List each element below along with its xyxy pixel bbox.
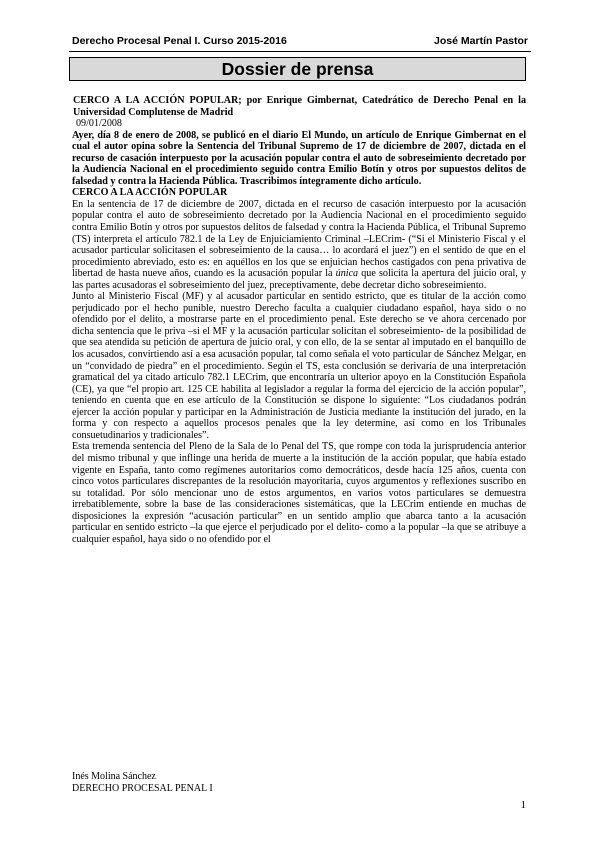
article-body [72,95,526,545]
page-number: 1 [520,799,526,811]
paragraph-3: Esta tremenda sentencia del Pleno de la Sala de lo Penal del TS, que rompe con toda la jurisprudencia anterior del mismo tribunal y que inflinge una herida de muerte a la institución de la acción popular, que había estado vigente en España, tanto como regímenes autoritarios como democráticos, desde hacía 125 años, cuenta con cinco votos particulares discrepantes de la resolución mayoritaria, cuyos argumentos y reflexiones suscribo en su totalidad. Por sólo mencionar uno de estos argumentos, en varios votos particulares se demuestra irrebatiblemente, sobre la base de las consideraciones sistemáticas, que la LECrim entiende en muchas de disposiciones la expresión “acusación particular” en un sentido amplio que abarca tanto a la acusación particular en sentido estricto –la que ejerce el perjudicado por el delito- como a la popular –la que se atribuye a cualquier español, haya sido o no ofendido por el [72,441,526,545]
article-subheading: CERCO A LA ACCIÓN POPULAR [72,187,228,199]
paragraph-1-part-b: que solicita la apertura del juicio oral, y las partes acusadoras el sobreseimiento del juez, preceptivamente, debe decretar dicho sobreseimiento. [72,268,526,291]
section-title-box [69,57,526,81]
paragraph-1-part-a: En la sentencia de 17 de diciembre de 2007, dictada en el recurso de casación interpuesto por la acusación popular contra el auto de sobreseimiento decretado por la Audiencia Nacional en el procedimiento seguido contra Emilio Botín y otros por supuestos delitos de falsedad y contra la Hacienda Pública, el Tribunal Supremo (TS) interpreta el artículo 782.1 de la Ley de Enjuiciamiento Criminal –LECrim- (“Si el Ministerio Fiscal y el acusador particular solicitasen el sobreseimiento de la causa… lo acordará el juez”) en el sentido de que en el procedimiento abreviado, esto es: en aquéllos en los que se enjuician hechos castigados con pena privativa de libertad de hasta nueve años, cuando es la acusación popular la [72,198,526,280]
article-date: 09/01/2008 [76,118,122,130]
paragraph-2: Junto al Ministerio Fiscal (MF) y al acusador particular en sentido estricto, que es titular de la acción como perjudicado por el hecho punible, nuestro Derecho faculta a cualquier ciudadano español, haya sido o no ofendido por el delito, a mostrarse parte en el procedimiento penal. Este derecho se ve ahora cercenado por dicha sentencia que le priva –si el MF y la acusación particular solicitan el sobreseimiento- de la posibilidad de que sea atendida su petición de apertura de juicio oral, y con ello, de la se sentar al imputado en el banquillo de los acusados, convirtiendo así a esa acusación popular, tal como señala el voto particular de Sánchez Melgar, en un “convidado de piedra” en el procedimiento. Según el TS, esta conclusión se derivaría de una interpretación gramatical del ya citado artículo 782.1 LECrim, que encontraría un ulterior apoyo en la Constitución Española (CE), ya que “el propio art. 125 CE habilita al legislador a regular la forma del ejercicio de la acción popular”, teniendo en cuenta que en ese artículo de la Constitución se dispone lo siguiente: “Los ciudadanos podrán ejercer la acción popular y participar en la Administración de Justicia mediante la institución del jurado, en la forma y con respecto a aquellos procesos penales que la ley determine, así como en los Tribunales consuetudinarios y tradicionales”. [72,291,526,441]
paragraph-1 [72,199,526,291]
footer-subject: DERECHO PROCESAL PENAL I [72,783,213,794]
course-title: Derecho Procesal Penal I. Curso 2015-2016 [72,35,287,47]
section-title: Dossier de prensa [221,59,374,79]
page-header [72,35,528,47]
page-footer [72,771,213,795]
article-title: CERCO A LA ACCIÓN POPULAR; por Enrique Gimbernat, Catedrático de Derecho Penal en la Universidad Complutense de Madrid [73,95,526,118]
header-divider [69,51,531,52]
footer-name: Inés Molina Sánchez [72,771,156,782]
paragraph-1-italic: única [335,268,359,280]
author-name: José Martín Pastor [434,35,528,47]
article-lead: Ayer, día 8 de enero de 2008, se publicó en el diario El Mundo, un artículo de Enrique Gimbernat en el cual el autor opina sobre la Sentencia del Tribunal Supremo de 17 de diciembre de 2007, dictada en el recurso de casación interpuesto por la acusación popular contra el auto de sobreseimiento decretado por la Audiencia Nacional en el procedimiento seguido contra Emilio Botín y otros por supuestos delitos de falsedad y contra la Hacienda Pública. Trascribimos íntegramente dicho artículo. [72,129,526,187]
